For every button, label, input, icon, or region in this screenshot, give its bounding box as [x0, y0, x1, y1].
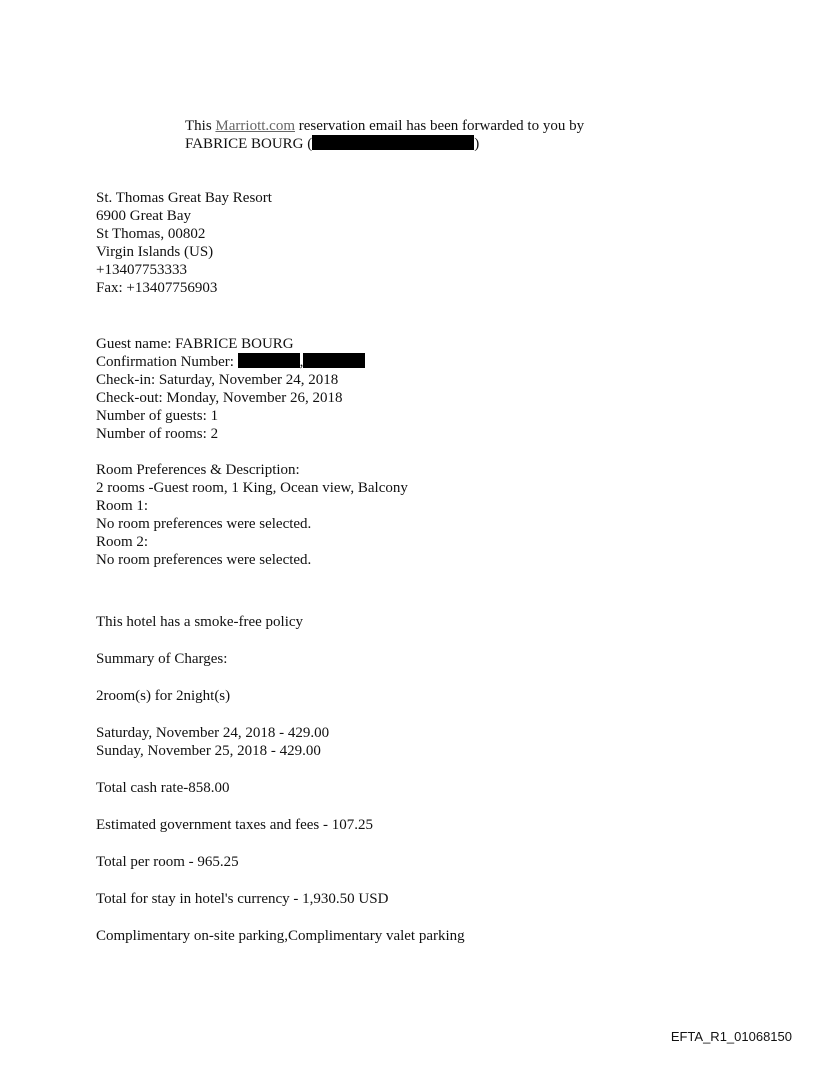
nightly-rates: [96, 724, 329, 760]
confirmation-label: Confirmation Number:: [96, 354, 238, 370]
room-preferences: [96, 461, 408, 569]
room1-pref: No room preferences were selected.: [96, 516, 312, 532]
nightly-rate: Sunday, November 25, 2018 - 429.00: [96, 743, 321, 759]
hotel-address: [96, 189, 272, 297]
hotel-phone: +13407753333: [96, 262, 187, 278]
room2-pref: No room preferences were selected.: [96, 552, 312, 568]
sender-name: FABRICE BOURG (: [185, 136, 313, 152]
sender-close: ): [474, 136, 480, 152]
marriott-link[interactable]: Marriott.com: [215, 118, 295, 134]
hotel-city: St Thomas, 00802: [96, 226, 206, 242]
taxes-fees: Estimated government taxes and fees - 107.25: [96, 817, 374, 833]
smoke-free-policy: This hotel has a smoke-free policy: [96, 614, 304, 630]
room-description: 2 rooms -Guest room, 1 King, Ocean view, Balcony: [96, 480, 408, 496]
total-per-room: Total per room - 965.25: [96, 854, 239, 870]
room1-label: Room 1:: [96, 498, 149, 514]
total-cash-rate: Total cash rate-858.00: [96, 780, 230, 796]
document-id: EFTA_R1_01068150: [670, 1029, 792, 1044]
charges-summary: 2room(s) for 2night(s): [96, 688, 231, 704]
redacted-confirmation: [303, 353, 365, 368]
notice-text: reservation email has been forwarded to you by: [295, 118, 585, 134]
reservation-details: [96, 335, 365, 443]
redacted-email: [312, 135, 474, 150]
check-out: Check-out: Monday, November 26, 2018: [96, 390, 343, 406]
charges-heading: Summary of Charges:: [96, 651, 228, 667]
check-in: Check-in: Saturday, November 24, 2018: [96, 372, 339, 388]
hotel-street: 6900 Great Bay: [96, 208, 191, 224]
hotel-country: Virgin Islands (US): [96, 244, 214, 260]
confirmation-sep: ,: [299, 354, 304, 370]
guest-name: Guest name: FABRICE BOURG: [96, 336, 294, 352]
total-stay: Total for stay in hotel's currency - 1,930.50 USD: [96, 891, 389, 907]
hotel-fax: Fax: +13407756903: [96, 280, 218, 296]
number-of-guests: Number of guests: 1: [96, 408, 219, 424]
hotel-name: St. Thomas Great Bay Resort: [96, 190, 272, 206]
room-prefs-heading: Room Preferences & Description:: [96, 462, 300, 478]
amenities: Complimentary on-site parking,Complimentary valet parking: [96, 928, 465, 944]
number-of-rooms: Number of rooms: 2: [96, 426, 219, 442]
notice-text: This: [185, 118, 216, 134]
nightly-rate: Saturday, November 24, 2018 - 429.00: [96, 725, 330, 741]
forward-notice: [185, 117, 584, 153]
room2-label: Room 2:: [96, 534, 149, 550]
redacted-confirmation: [238, 353, 300, 368]
